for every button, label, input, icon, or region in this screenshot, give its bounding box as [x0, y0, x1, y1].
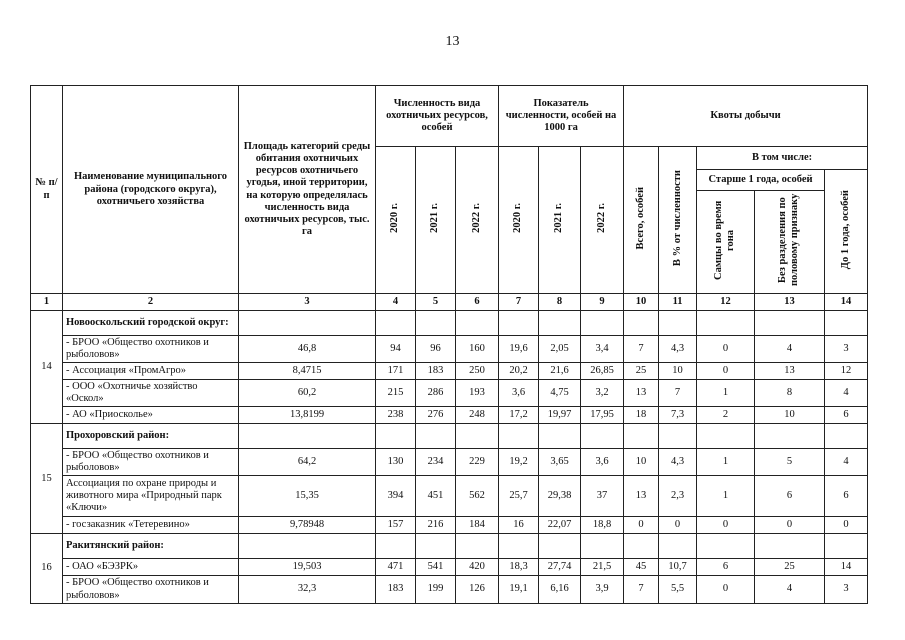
value-cell: 20,2 — [499, 363, 539, 380]
value-cell: 0 — [697, 517, 755, 534]
value-cell: 45 — [624, 559, 659, 576]
empty-cell — [539, 311, 581, 336]
hunting-ground-name: - БРОО «Общество охотников и рыболовов» — [63, 449, 239, 476]
header-count-2022: 2022 г. — [470, 203, 482, 233]
value-cell: 3,4 — [581, 336, 624, 363]
empty-cell — [499, 424, 539, 449]
value-cell: 19,2 — [499, 449, 539, 476]
value-cell: 276 — [416, 407, 456, 424]
value-cell: 25 — [624, 363, 659, 380]
column-index: 5 — [416, 294, 456, 311]
column-index: 1 — [31, 294, 63, 311]
district-name: Прохоровский район: — [63, 424, 239, 449]
header-count-group: Численность вида охотничьих ресурсов, особей — [376, 86, 499, 147]
empty-cell — [624, 311, 659, 336]
value-cell: 12 — [825, 363, 868, 380]
value-cell: 193 — [456, 380, 499, 407]
value-cell: 234 — [416, 449, 456, 476]
value-cell: 3,9 — [581, 576, 624, 603]
value-cell: 21,5 — [581, 559, 624, 576]
table-row — [31, 559, 868, 576]
empty-cell — [581, 424, 624, 449]
empty-cell — [499, 534, 539, 559]
value-cell: 420 — [456, 559, 499, 576]
value-cell: 199 — [416, 576, 456, 603]
hunting-ground-name: - госзаказник «Тетеревино» — [63, 517, 239, 534]
value-cell: 10 — [755, 407, 825, 424]
header-area: Площадь категорий среды обитания охотничьих ресурсов охотничьего угодья, иной территории, на которую определялась численность вида охотничьих ресурсов, тыс. га — [239, 86, 376, 294]
table-row — [31, 380, 868, 407]
empty-cell — [825, 311, 868, 336]
column-index: 8 — [539, 294, 581, 311]
value-cell: 13,8199 — [239, 407, 376, 424]
value-cell: 1 — [697, 449, 755, 476]
value-cell: 94 — [376, 336, 416, 363]
hunting-ground-name: - БРОО «Общество охотников и рыболовов» — [63, 576, 239, 603]
header-density-2022: 2022 г. — [595, 203, 607, 233]
header-older: Старше 1 года, особей — [697, 170, 825, 191]
header-including: В том числе: — [697, 147, 868, 170]
empty-cell — [376, 424, 416, 449]
column-index-row — [31, 294, 868, 311]
district-name: Новооскольский городской округ: — [63, 311, 239, 336]
group-row — [31, 534, 868, 559]
group-row — [31, 311, 868, 336]
value-cell: 160 — [456, 336, 499, 363]
value-cell: 451 — [416, 476, 456, 517]
value-cell: 2,3 — [659, 476, 697, 517]
value-cell: 3,6 — [499, 380, 539, 407]
value-cell: 1 — [697, 380, 755, 407]
quota-table — [30, 85, 868, 604]
header-density-2020: 2020 г. — [512, 203, 524, 233]
column-index: 6 — [456, 294, 499, 311]
value-cell: 21,6 — [539, 363, 581, 380]
value-cell: 18,8 — [581, 517, 624, 534]
value-cell: 4 — [825, 449, 868, 476]
header-males: Самцы во время гона — [713, 200, 737, 280]
value-cell: 17,2 — [499, 407, 539, 424]
value-cell: 25,7 — [499, 476, 539, 517]
column-index: 9 — [581, 294, 624, 311]
empty-cell — [416, 534, 456, 559]
value-cell: 19,6 — [499, 336, 539, 363]
value-cell: 13 — [624, 476, 659, 517]
value-cell: 3 — [825, 576, 868, 603]
table-row — [31, 576, 868, 603]
column-index: 12 — [697, 294, 755, 311]
table-row — [31, 363, 868, 380]
empty-cell — [499, 311, 539, 336]
value-cell: 3,2 — [581, 380, 624, 407]
empty-cell — [825, 534, 868, 559]
value-cell: 286 — [416, 380, 456, 407]
value-cell: 22,07 — [539, 517, 581, 534]
value-cell: 7 — [624, 576, 659, 603]
value-cell: 13 — [624, 380, 659, 407]
value-cell: 2,05 — [539, 336, 581, 363]
value-cell: 562 — [456, 476, 499, 517]
table-row — [31, 517, 868, 534]
value-cell: 19,503 — [239, 559, 376, 576]
value-cell: 19,97 — [539, 407, 581, 424]
value-cell: 3,6 — [581, 449, 624, 476]
header-name: Наименование муниципального района (городского округа), охотничьего хозяйства — [63, 86, 239, 294]
value-cell: 183 — [416, 363, 456, 380]
value-cell: 157 — [376, 517, 416, 534]
value-cell: 19,1 — [499, 576, 539, 603]
header-quota-total: Всего, особей — [635, 186, 646, 250]
empty-cell — [539, 534, 581, 559]
empty-cell — [659, 311, 697, 336]
value-cell: 6,16 — [539, 576, 581, 603]
row-number: 15 — [31, 424, 63, 534]
column-index: 3 — [239, 294, 376, 311]
header-count-2020: 2020 г. — [389, 203, 401, 233]
value-cell: 0 — [697, 336, 755, 363]
value-cell: 215 — [376, 380, 416, 407]
hunting-ground-name: - АО «Приосколье» — [63, 407, 239, 424]
value-cell: 0 — [755, 517, 825, 534]
header-count-2021: 2021 г. — [429, 203, 441, 233]
value-cell: 8,4715 — [239, 363, 376, 380]
empty-cell — [697, 534, 755, 559]
value-cell: 26,85 — [581, 363, 624, 380]
empty-cell — [581, 534, 624, 559]
value-cell: 46,8 — [239, 336, 376, 363]
value-cell: 4,3 — [659, 336, 697, 363]
value-cell: 4 — [755, 336, 825, 363]
empty-cell — [239, 311, 376, 336]
value-cell: 6 — [825, 407, 868, 424]
value-cell: 5,5 — [659, 576, 697, 603]
value-cell: 4 — [755, 576, 825, 603]
empty-cell — [825, 424, 868, 449]
header-no-sex: Без разделения по половому признаку — [777, 193, 801, 287]
value-cell: 25 — [755, 559, 825, 576]
empty-cell — [416, 311, 456, 336]
empty-cell — [239, 424, 376, 449]
value-cell: 6 — [755, 476, 825, 517]
header-num: № п/п — [31, 86, 63, 294]
value-cell: 248 — [456, 407, 499, 424]
page-number: 13 — [445, 34, 460, 49]
value-cell: 171 — [376, 363, 416, 380]
column-index: 7 — [499, 294, 539, 311]
value-cell: 32,3 — [239, 576, 376, 603]
value-cell: 5 — [755, 449, 825, 476]
empty-cell — [659, 424, 697, 449]
table-row — [31, 336, 868, 363]
table-body — [31, 294, 868, 604]
empty-cell — [581, 311, 624, 336]
hunting-ground-name: Ассоциация по охране природы и животного мира «Природный парк «Ключи» — [63, 476, 239, 517]
empty-cell — [539, 424, 581, 449]
header-quota-group: Квоты добычи — [624, 86, 868, 147]
column-index: 14 — [825, 294, 868, 311]
empty-cell — [697, 311, 755, 336]
table-row — [31, 407, 868, 424]
value-cell: 27,74 — [539, 559, 581, 576]
hunting-ground-name: - Ассоциация «ПромАгро» — [63, 363, 239, 380]
value-cell: 4,3 — [659, 449, 697, 476]
value-cell: 9,78948 — [239, 517, 376, 534]
value-cell: 2 — [697, 407, 755, 424]
empty-cell — [624, 534, 659, 559]
column-index: 10 — [624, 294, 659, 311]
value-cell: 4,75 — [539, 380, 581, 407]
district-name: Ракитянский район: — [63, 534, 239, 559]
value-cell: 60,2 — [239, 380, 376, 407]
column-index: 11 — [659, 294, 697, 311]
hunting-ground-name: - БРОО «Общество охотников и рыболовов» — [63, 336, 239, 363]
empty-cell — [456, 311, 499, 336]
value-cell: 394 — [376, 476, 416, 517]
value-cell: 64,2 — [239, 449, 376, 476]
value-cell: 8 — [755, 380, 825, 407]
row-number: 14 — [31, 311, 63, 424]
group-row — [31, 424, 868, 449]
empty-cell — [376, 534, 416, 559]
value-cell: 229 — [456, 449, 499, 476]
empty-cell — [659, 534, 697, 559]
table-row — [31, 476, 868, 517]
value-cell: 250 — [456, 363, 499, 380]
value-cell: 18 — [624, 407, 659, 424]
value-cell: 0 — [624, 517, 659, 534]
value-cell: 29,38 — [539, 476, 581, 517]
value-cell: 0 — [697, 576, 755, 603]
header-density-group: Показатель численности, особей на 1000 га — [499, 86, 624, 147]
value-cell: 0 — [697, 363, 755, 380]
empty-cell — [755, 424, 825, 449]
empty-cell — [416, 424, 456, 449]
empty-cell — [624, 424, 659, 449]
empty-cell — [755, 311, 825, 336]
value-cell: 541 — [416, 559, 456, 576]
value-cell: 126 — [456, 576, 499, 603]
value-cell: 3 — [825, 336, 868, 363]
value-cell: 238 — [376, 407, 416, 424]
value-cell: 6 — [697, 559, 755, 576]
empty-cell — [376, 311, 416, 336]
value-cell: 10,7 — [659, 559, 697, 576]
value-cell: 7,3 — [659, 407, 697, 424]
value-cell: 10 — [659, 363, 697, 380]
value-cell: 17,95 — [581, 407, 624, 424]
value-cell: 16 — [499, 517, 539, 534]
value-cell: 130 — [376, 449, 416, 476]
empty-cell — [456, 424, 499, 449]
table-header — [31, 86, 868, 294]
column-index: 2 — [63, 294, 239, 311]
value-cell: 7 — [659, 380, 697, 407]
value-cell: 15,35 — [239, 476, 376, 517]
empty-cell — [697, 424, 755, 449]
header-density-2021: 2021 г. — [553, 203, 565, 233]
value-cell: 3,65 — [539, 449, 581, 476]
value-cell: 96 — [416, 336, 456, 363]
value-cell: 216 — [416, 517, 456, 534]
value-cell: 183 — [376, 576, 416, 603]
value-cell: 471 — [376, 559, 416, 576]
value-cell: 4 — [825, 380, 868, 407]
row-number: 16 — [31, 534, 63, 603]
value-cell: 184 — [456, 517, 499, 534]
header-quota-pct: В % от численности — [671, 169, 683, 267]
hunting-ground-name: - ООО «Охотничье хозяйство «Оскол» — [63, 380, 239, 407]
empty-cell — [456, 534, 499, 559]
value-cell: 13 — [755, 363, 825, 380]
value-cell: 1 — [697, 476, 755, 517]
value-cell: 14 — [825, 559, 868, 576]
value-cell: 7 — [624, 336, 659, 363]
value-cell: 10 — [624, 449, 659, 476]
value-cell: 0 — [659, 517, 697, 534]
column-index: 13 — [755, 294, 825, 311]
hunting-ground-name: - ОАО «БЭЗРК» — [63, 559, 239, 576]
header-under1: До 1 года, особей — [840, 189, 852, 270]
value-cell: 6 — [825, 476, 868, 517]
value-cell: 18,3 — [499, 559, 539, 576]
empty-cell — [755, 534, 825, 559]
table-row — [31, 449, 868, 476]
value-cell: 0 — [825, 517, 868, 534]
column-index: 4 — [376, 294, 416, 311]
empty-cell — [239, 534, 376, 559]
value-cell: 37 — [581, 476, 624, 517]
